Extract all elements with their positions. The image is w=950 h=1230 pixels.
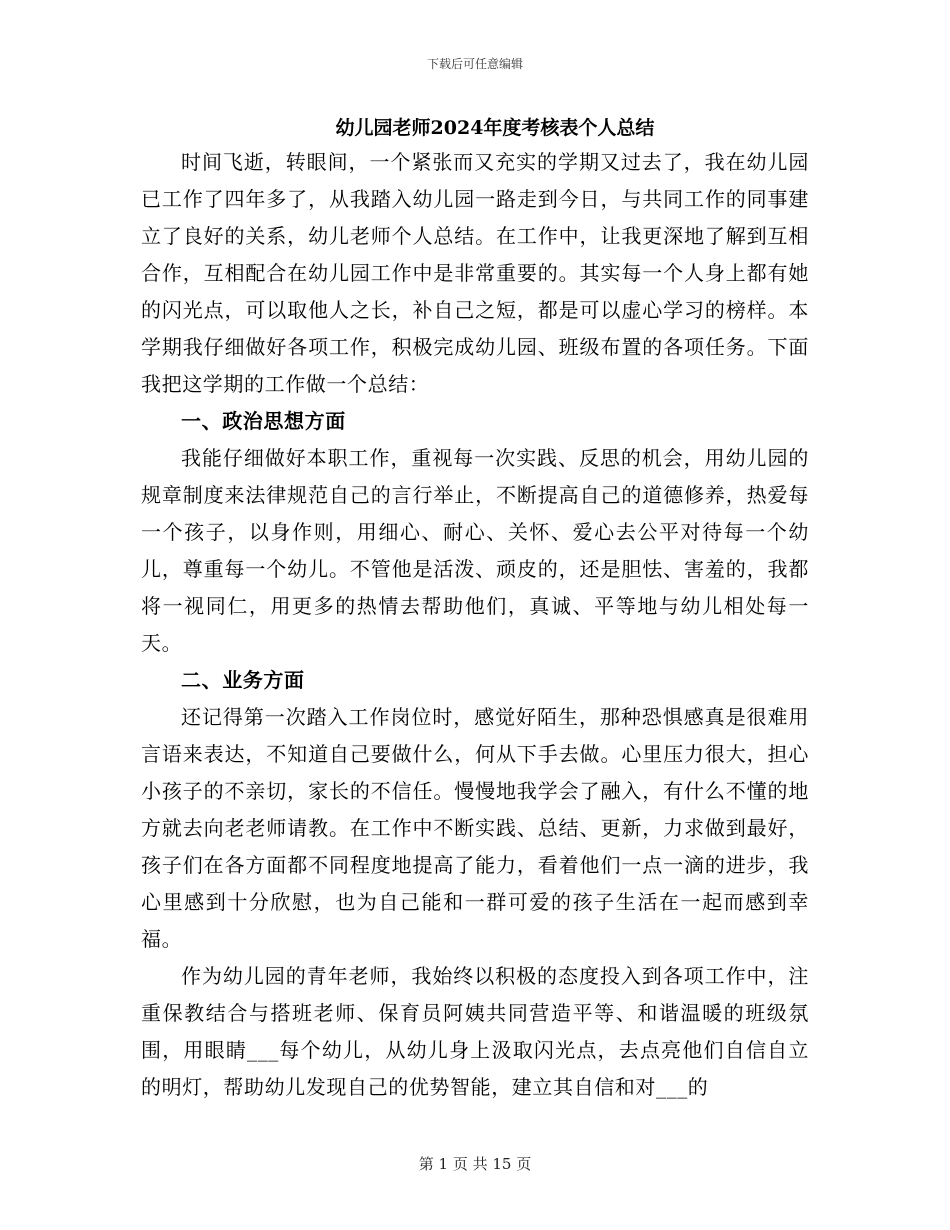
document-title: 幼儿园老师2024年度考核表个人总结	[335, 117, 655, 139]
paragraph-business-1: 还记得第一次踏入工作岗位时，感觉好陌生，那种恐惧感真是很难用言语来表达，不知道自己要做什么，何从下手去做。心里压力很大，担心小孩子的不亲切，家长的不信任。慢慢地我学会了融入，有什么不懂的地方就去向老老师请教。在工作中不断实践、总结、更新，力求做到最好，孩子们在各方面都不同程度地提高了能力，看着他们一点一滴的进步，我心里感到十分欣慰，也为自己能和一群可爱的孩子生活在一起而感到幸福。	[141, 705, 809, 951]
section-heading-business: 二、业务方面	[181, 668, 305, 692]
paragraph-business-2: 作为幼儿园的青年老师，我始终以积极的态度投入到各项工作中，注重保教结合与搭班老师、保育员阿姨共同营造平等、和谐温暖的班级氛围，用眼睛___每个幼儿，从幼儿身上汲取闪光点，去点亮他们自信自立的明灯，帮助幼儿发现自己的优势智能，建立其自信和对___的	[141, 964, 809, 1099]
section-heading-political: 一、政治思想方面	[181, 409, 346, 433]
page-number: 第 1 页 共 15 页	[418, 1155, 532, 1173]
paragraph-intro: 时间飞逝，转眼间，一个紧张而又充实的学期又过去了，我在幼儿园已工作了四年多了，从我踏入幼儿园一路走到今日，与共同工作的同事建立了良好的关系，幼儿老师个人总结。在工作中，让我更深地了解到互相合作，互相配合在幼儿园工作中是非常重要的。其实每一个人身上都有她的闪光点，可以取他人之长，补自己之短，都是可以虚心学习的榜样。本学期我仔细做好各项工作，积极完成幼儿园、班级布置的各项任务。下面我把这学期的工作做一个总结：	[141, 150, 809, 396]
header-note: 下载后可任意编辑	[426, 57, 523, 71]
paragraph-political: 我能仔细做好本职工作，重视每一次实践、反思的机会，用幼儿园的规章制度来法律规范自己的言行举止，不断提高自己的道德修养，热爱每一个孩子，以身作则，用细心、耐心、关怀、爱心去公平对待每一个幼儿，尊重每一个幼儿。不管他是活泼、顽皮的，还是胆怯、害羞的，我都将一视同仁，用更多的热情去帮助他们，真诚、平等地与幼儿相处每一天。	[141, 446, 809, 655]
document-body	[141, 112, 809, 1106]
